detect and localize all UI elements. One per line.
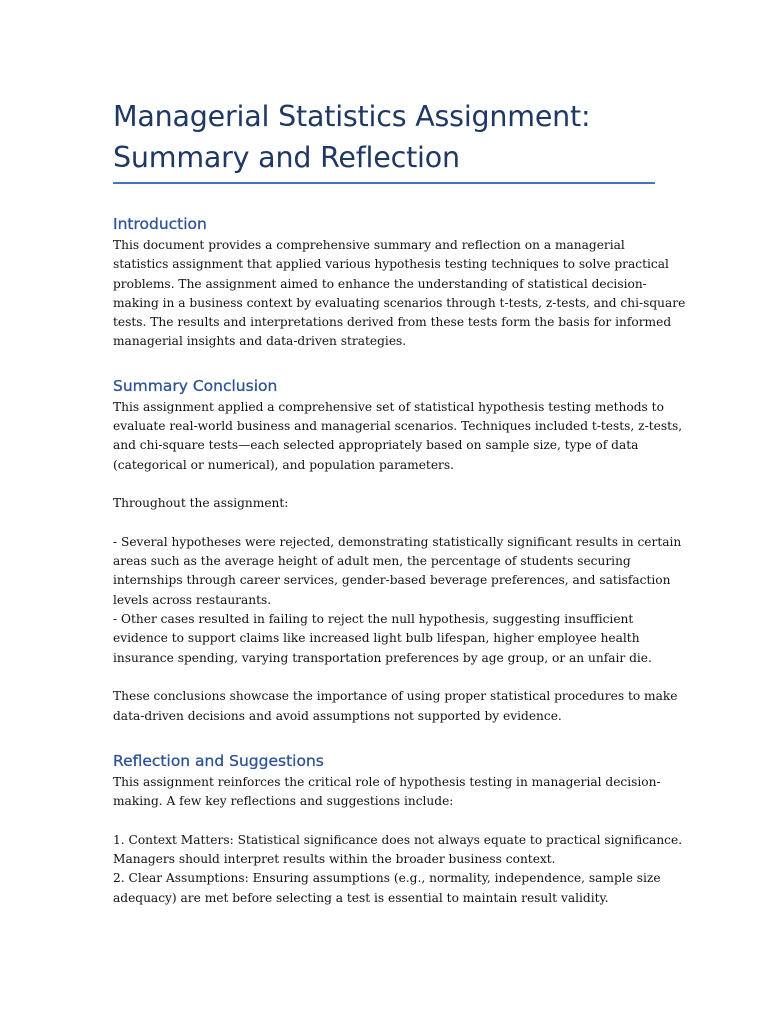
text-line: evaluate real-world business and managerial scenarios. Techniques included t-tests, z-tests, [113, 419, 683, 434]
text-line: data-driven decisions and avoid assumptions not supported by evidence. [113, 708, 562, 723]
summary-heading: Summary Conclusion [113, 376, 278, 395]
title-line: Managerial Statistics Assignment: [113, 100, 591, 133]
text-line: Throughout the assignment: [113, 496, 289, 511]
summary-paragraph [113, 494, 655, 513]
text-line: (categorical or numerical), and population parameters. [113, 457, 455, 472]
text-line: - Other cases resulted in failing to reject the null hypothesis, suggesting insufficient [113, 612, 634, 627]
text-line: insurance spending, varying transportation preferences by age group, or an unfair die. [113, 650, 652, 665]
text-line: These conclusions showcase the importance of using proper statistical procedures to make [113, 689, 678, 704]
text-line: problems. The assignment aimed to enhance the understanding of statistical decision- [113, 276, 647, 291]
text-line: tests. The results and interpretations derived from these tests form the basis for informed [113, 315, 672, 330]
reflection-paragraph [113, 773, 661, 812]
reflection-heading: Reflection and Suggestions [113, 751, 324, 770]
summary-paragraph [113, 398, 683, 475]
paragraph-gap [113, 475, 655, 494]
document-page [113, 96, 686, 908]
text-line: managerial insights and data-driven strategies. [113, 334, 407, 349]
text-line: - Several hypotheses were rejected, demonstrating statistically significant results in certain [113, 534, 682, 549]
text-line: evidence to support claims like increased light bulb lifespan, higher employee health [113, 631, 640, 646]
title-underline [113, 182, 655, 184]
text-line: This assignment reinforces the critical role of hypothesis testing in managerial decision- [113, 774, 661, 789]
title-line: Summary and Reflection [113, 141, 460, 174]
document-title [113, 96, 655, 178]
text-line: Managers should interpret results within the broader business context. [113, 852, 556, 867]
reflection-numbered-list [113, 831, 683, 908]
text-line: and chi-square tests—each selected appropriately based on sample size, type of data [113, 438, 639, 453]
introduction-heading: Introduction [113, 215, 207, 233]
text-line: 1. Context Matters: Statistical significance does not always equate to practical significance. [113, 832, 683, 847]
paragraph-gap [113, 811, 655, 830]
paragraph-gap [113, 668, 655, 687]
text-line: statistics assignment that applied various hypothesis testing techniques to solve practical [113, 257, 669, 272]
summary-bullet-list [113, 533, 682, 668]
paragraph-gap [113, 514, 655, 533]
text-line: making. A few key reflections and suggestions include: [113, 794, 454, 809]
summary-paragraph [113, 687, 678, 726]
introduction-paragraph [113, 236, 686, 352]
text-line: levels across restaurants. [113, 592, 272, 607]
text-line: adequacy) are met before selecting a test is essential to maintain result validity. [113, 890, 609, 905]
text-line: areas such as the average height of adult men, the percentage of students securing [113, 554, 631, 569]
text-line: This document provides a comprehensive summary and reflection on a managerial [113, 238, 625, 252]
text-line: 2. Clear Assumptions: Ensuring assumptions (e.g., normality, independence, sample size [113, 871, 661, 886]
text-line: making in a business context by evaluating scenarios through t-tests, z-tests, and chi-square [113, 295, 686, 310]
text-line: internships through career services, gender-based beverage preferences, and satisfaction [113, 573, 671, 588]
text-line: This assignment applied a comprehensive set of statistical hypothesis testing methods to [113, 399, 664, 414]
